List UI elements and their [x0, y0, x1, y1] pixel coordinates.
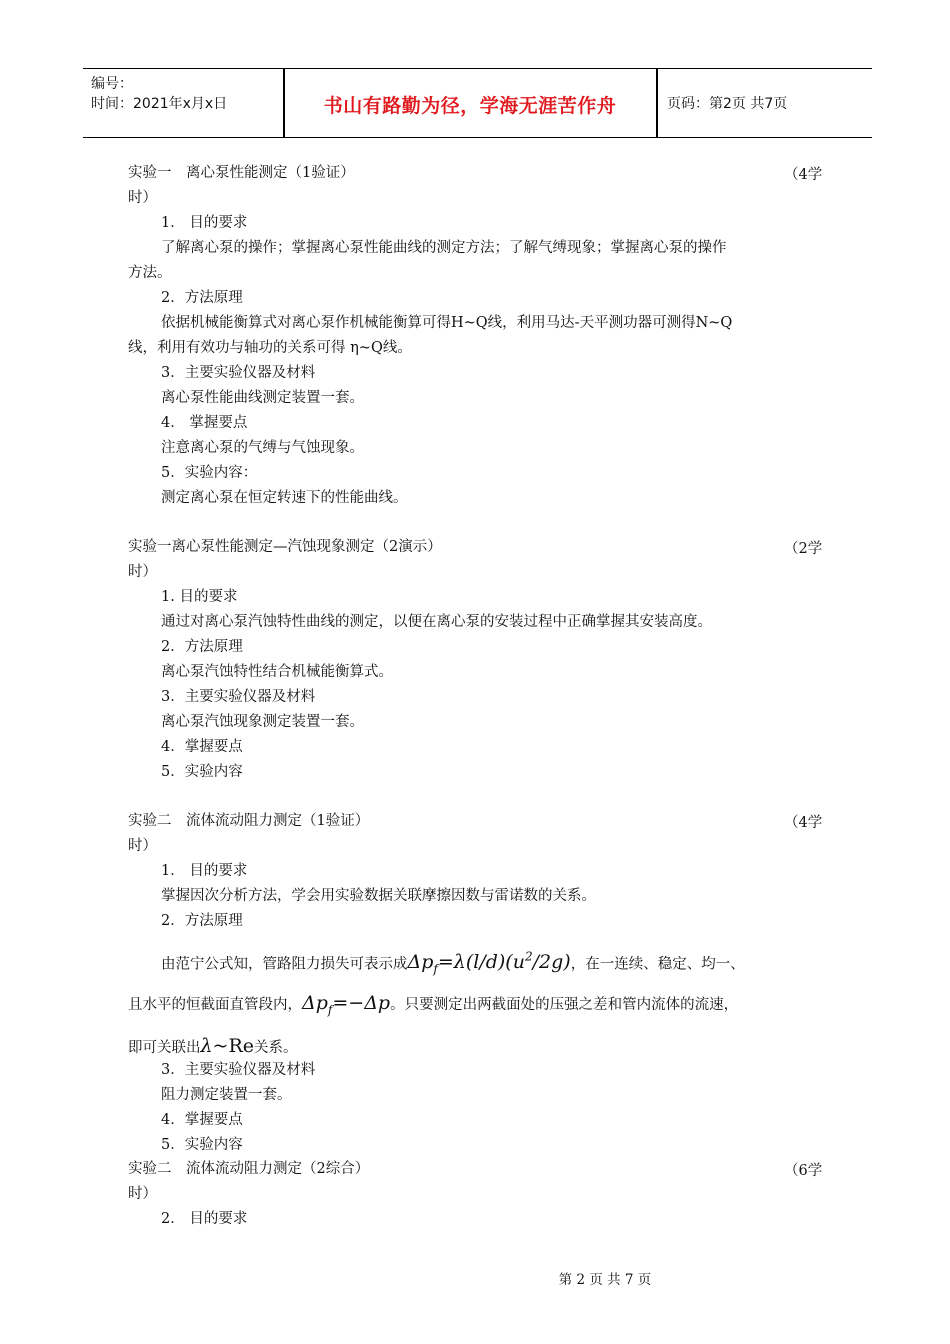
subheading: 2．方法原理 [161, 639, 243, 655]
section-hours-cont: 时） [128, 1186, 157, 1202]
subheading: 4． 掌握要点 [161, 415, 248, 431]
paragraph-text: 。只要测定出两截面处的压强之差和管内流体的流速， [390, 997, 739, 1013]
subheading: 4．掌握要点 [161, 739, 243, 755]
paragraph-text: 即可关联出 [128, 1040, 201, 1056]
fanning-equation: $\Delta p_f=\lambda(l/d)(u^2/2g)$ [407, 950, 571, 977]
header-divider [656, 69, 658, 137]
paragraph: 依据机械能衡算式对离心泵作机械能衡算可得H~Q线，利用马达-天平测功器可测得N~Q [161, 315, 733, 331]
footer-page-number: 第 2 页 共 7 页 [558, 1272, 652, 1288]
paragraph-text: ，在一连续、稳定、均一、 [570, 956, 745, 973]
paragraph: 通过对离心泵汽蚀特性曲线的测定，以便在离心泵的安装过程中正确掌握其安装高度。 [161, 614, 712, 630]
code-label: 编号： [91, 76, 133, 92]
subheading: 2．方法原理 [161, 290, 243, 306]
paragraph: 线，利用有效功与轴功的关系可得 η~Q线。 [128, 340, 412, 356]
subheading: 5．实验内容： [161, 465, 258, 481]
header-page-info: 页码：第2页 共7页 [667, 96, 788, 112]
section-hours-cont: 时） [128, 838, 157, 854]
section-title: 实验二 流体流动阻力测定（1验证） [128, 813, 370, 829]
paragraph: 掌握因次分析方法，学会用实验数据关联摩擦因数与雷诺数的关系。 [161, 888, 596, 904]
section-hours-cont: 时） [128, 564, 157, 580]
paragraph: 离心泵汽蚀特性结合机械能衡算式。 [161, 664, 393, 680]
paragraph: 方法。 [128, 265, 172, 281]
subheading: 5．实验内容 [161, 764, 243, 780]
document-header [83, 68, 872, 138]
paragraph-text: 关系。 [254, 1040, 298, 1056]
formula-paragraph [128, 1034, 298, 1058]
section-hours: （6学 [784, 1163, 823, 1179]
paragraph: 离心泵性能曲线测定装置一套。 [161, 390, 364, 406]
paragraph-text: 由范宁公式知，管路阻力损失可表示成 [161, 956, 408, 973]
section-title: 实验一 离心泵性能测定（1验证） [128, 165, 355, 181]
subheading: 1． 目的要求 [161, 215, 248, 231]
section-hours: （4学 [784, 167, 823, 183]
paragraph: 了解离心泵的操作；掌握离心泵性能曲线的测定方法；了解气缚现象；掌握离心泵的操作 [161, 240, 727, 256]
subheading: 3．主要实验仪器及材料 [161, 365, 316, 381]
subheading: 3．主要实验仪器及材料 [161, 689, 316, 705]
paragraph: 离心泵汽蚀现象测定装置一套。 [161, 714, 364, 730]
header-info-cell [83, 69, 283, 137]
section-hours: （4学 [784, 815, 823, 831]
subheading: 1． 目的要求 [161, 863, 248, 879]
subheading: 2．方法原理 [161, 913, 243, 929]
section-hours: （2学 [784, 541, 823, 557]
header-motto: 书山有路勤为径，学海无涯苦作舟 [323, 95, 617, 117]
paragraph: 测定离心泵在恒定转速下的性能曲线。 [161, 490, 408, 506]
page-footer [0, 1268, 950, 1288]
paragraph: 阻力测定装置一套。 [161, 1087, 292, 1103]
subheading: 4．掌握要点 [161, 1112, 243, 1128]
section-title: 实验一离心泵性能测定—汽蚀现象测定（2演示） [128, 539, 442, 555]
formula-paragraph [161, 944, 745, 977]
pressure-drop-equation: $\Delta p_f=-\Delta p$ [302, 992, 391, 1017]
subheading: 3．主要实验仪器及材料 [161, 1062, 316, 1078]
subheading: 2． 目的要求 [161, 1211, 248, 1227]
subheading: 1. 目的要求 [161, 589, 238, 605]
subheading: 5．实验内容 [161, 1137, 243, 1153]
lambda-re-symbol: λ [200, 1035, 213, 1057]
section-hours-cont: 时） [128, 190, 157, 206]
paragraph-text: 且水平的恒截面直管段内， [128, 997, 302, 1013]
lambda-re-symbol: ~Re [212, 1035, 255, 1057]
paragraph: 注意离心泵的气缚与气蚀现象。 [161, 440, 364, 456]
formula-paragraph [128, 990, 738, 1016]
time-label: 时间：2021年x月x日 [91, 96, 228, 112]
section-title: 实验二 流体流动阻力测定（2综合） [128, 1161, 370, 1177]
